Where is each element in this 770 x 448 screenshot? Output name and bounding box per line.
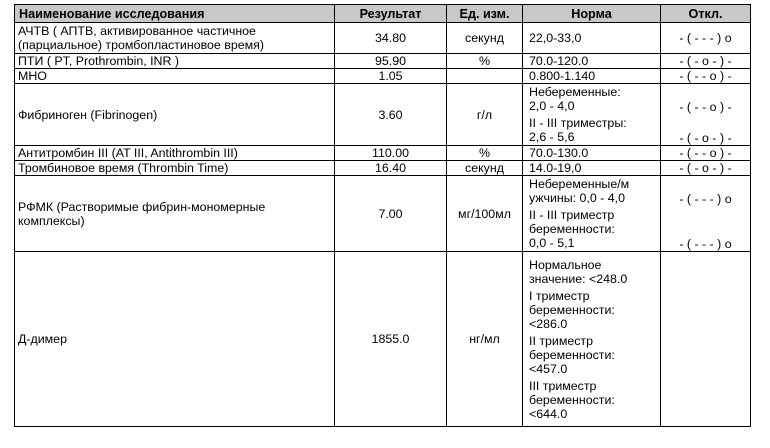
deviation-indicator: - ( - - - ) о [679, 237, 732, 251]
test-result: 7.00 [335, 176, 447, 252]
test-unit [447, 69, 523, 84]
deviation-indicator: - ( - - о ) - [679, 146, 732, 160]
test-unit: % [447, 146, 523, 161]
deviation-indicator: - ( - о - ) - [679, 54, 732, 68]
test-result: 1.05 [335, 69, 447, 84]
table-row [15, 252, 751, 427]
table-row [15, 146, 751, 161]
test-name-line: Антитромбин III (AT III, Antithrombin III) [18, 146, 238, 160]
test-norm [523, 54, 661, 69]
deviation-indicator: - ( - о - ) - [679, 161, 732, 175]
test-unit: г/л [447, 84, 523, 146]
test-result: 16.40 [335, 161, 447, 176]
test-unit: мг/100мл [447, 176, 523, 252]
test-norm [523, 176, 661, 252]
norm-block: III триместр беременности: <644.0 [529, 378, 615, 421]
norm-block: 22,0-33,0 [529, 31, 582, 45]
header-unit: Ед. изм. [447, 5, 523, 23]
test-name-line: РФМК (Растворимые фибрин-мономерные [18, 199, 266, 214]
test-deviation [661, 146, 751, 161]
test-norm [523, 84, 661, 146]
test-deviation [661, 23, 751, 54]
deviation-indicator: - ( - - - ) о [679, 31, 732, 45]
test-name-line: (парциальное) тромбопластиновое время) [18, 38, 264, 52]
norm-block: 70.0-120.0 [529, 54, 589, 68]
test-name [15, 54, 335, 69]
test-name [15, 69, 335, 84]
norm-block: Небеременные/м ужчины: 0,0 - 4,0 [529, 177, 630, 205]
test-unit: нг/мл [447, 252, 523, 427]
table-row [15, 54, 751, 69]
test-unit: секунд [447, 161, 523, 176]
deviation-indicator: - ( - - - ) о [679, 192, 732, 206]
norm-block: 70.0-130.0 [529, 146, 589, 160]
deviation-indicator: - ( - - о ) - [679, 100, 732, 114]
header-norm: Норма [523, 5, 661, 23]
test-norm [523, 69, 661, 84]
test-name-line: МНО [18, 69, 47, 83]
test-name [15, 161, 335, 176]
test-result: 34.80 [335, 23, 447, 54]
test-norm [523, 146, 661, 161]
test-name-line: Тромбиновое время (Thrombin Time) [18, 161, 229, 175]
norm-block: II - III триместр беременности: 0,0 - 5,1 [529, 208, 615, 250]
header-deviation: Откл. [661, 5, 751, 23]
test-deviation [661, 176, 751, 252]
table-row [15, 84, 751, 146]
test-norm [523, 252, 661, 427]
test-deviation [661, 161, 751, 176]
test-name-line: ПТИ ( PT, Prothrombin, INR ) [18, 54, 180, 68]
table-header-row [15, 5, 751, 23]
test-name [15, 146, 335, 161]
test-name-line: Д-димер [18, 332, 67, 346]
test-norm [523, 23, 661, 54]
norm-block: Небеременные: 2,0 - 4,0 [529, 85, 621, 113]
test-result: 110.00 [335, 146, 447, 161]
test-name [15, 176, 335, 252]
test-name-line: Фибриноген (Fibrinogen) [18, 107, 158, 122]
table-row [15, 176, 751, 252]
header-name: Наименование исследования [15, 5, 335, 23]
norm-block: 14.0-19,0 [529, 161, 582, 175]
test-norm [523, 161, 661, 176]
test-result: 1855.0 [335, 252, 447, 427]
test-deviation [661, 69, 751, 84]
table-row [15, 161, 751, 176]
test-deviation [661, 252, 751, 427]
header-result: Результат [335, 5, 447, 23]
test-unit: % [447, 54, 523, 69]
test-name [15, 23, 335, 54]
test-result: 95.90 [335, 54, 447, 69]
norm-block: I триместр беременности: <286.0 [529, 288, 615, 331]
test-name-line: АЧТВ ( АПТВ, активированное частичное [18, 24, 256, 38]
test-result: 3.60 [335, 84, 447, 146]
test-name-line: комплексы) [18, 213, 85, 228]
table-row [15, 69, 751, 84]
test-unit: секунд [447, 23, 523, 54]
deviation-indicator: - ( - - о ) - [679, 69, 732, 83]
norm-block: Нормальное значение: <248.0 [529, 257, 628, 286]
norm-block: II - III триместры: 2,6 - 5,6 [529, 116, 627, 144]
norm-block: 0.800-1.140 [529, 69, 596, 83]
lab-results-table [14, 4, 751, 427]
test-name [15, 84, 335, 146]
table-row [15, 23, 751, 54]
test-deviation [661, 54, 751, 69]
norm-block: II триместр беременности: <457.0 [529, 333, 615, 376]
test-name [15, 252, 335, 427]
test-deviation [661, 84, 751, 146]
deviation-indicator: - ( - о - ) - [679, 131, 732, 145]
